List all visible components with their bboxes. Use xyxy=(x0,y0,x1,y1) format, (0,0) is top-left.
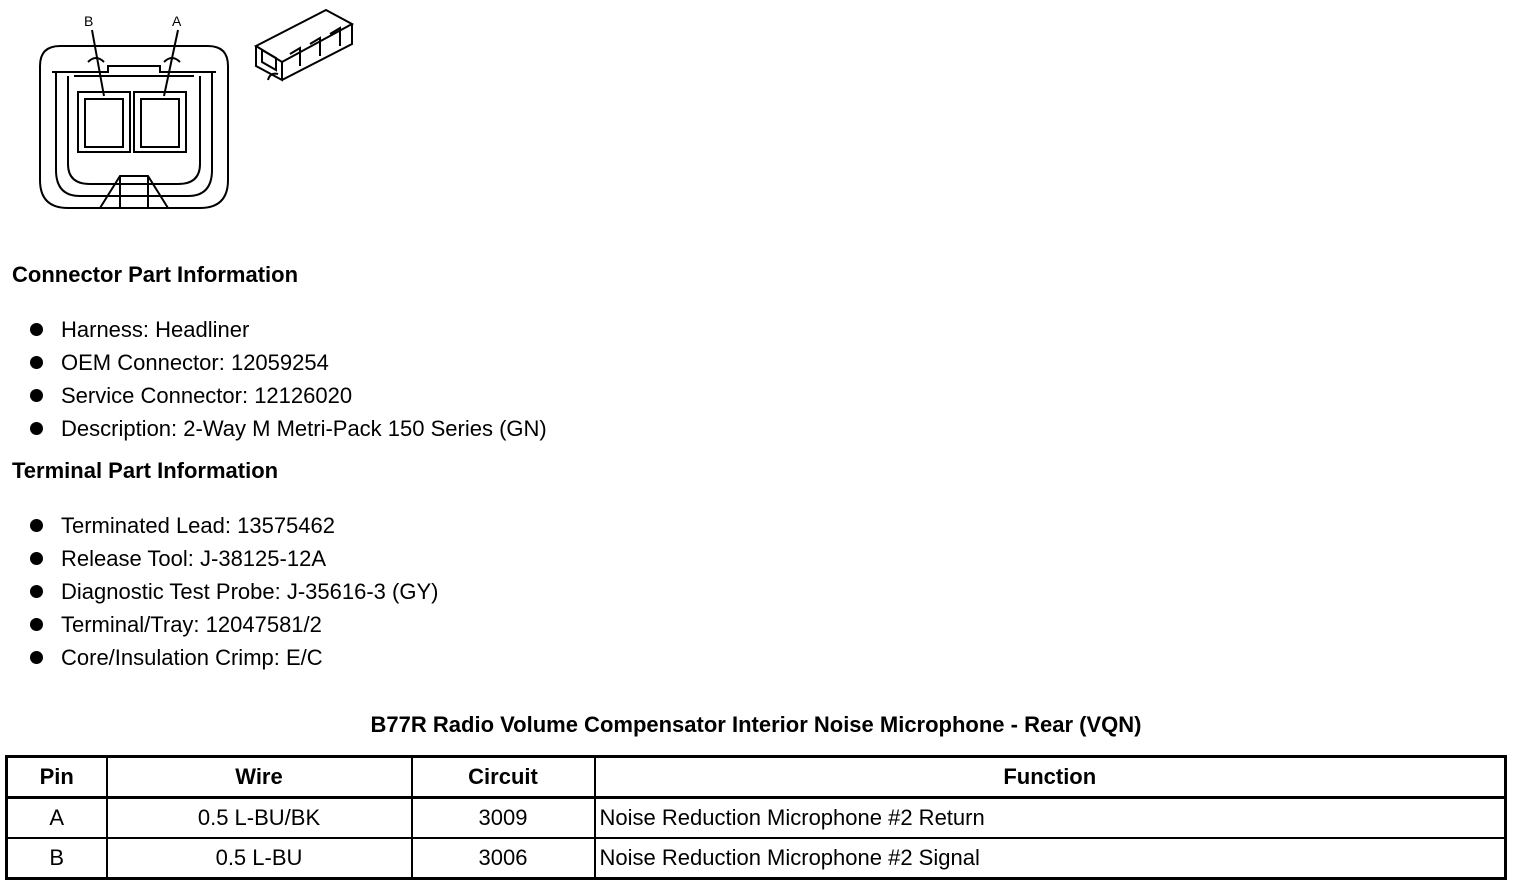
list-item xyxy=(28,346,547,379)
connector-isometric-view xyxy=(256,10,352,80)
pinout-table-title: B77R Radio Volume Compensator Interior Noise Microphone - Rear (VQN) xyxy=(370,712,1142,737)
list-item-text: Release Tool: J-38125-12A xyxy=(61,546,326,571)
list-item-text: Service Connector: 12126020 xyxy=(61,383,353,408)
column-header-wire: Wire xyxy=(107,757,412,798)
list-item-text: Core/Insulation Crimp: E/C xyxy=(61,645,323,670)
bullet-icon xyxy=(30,356,43,369)
cell-function: Noise Reduction Microphone #2 Signal xyxy=(595,838,1506,879)
list-item xyxy=(28,379,547,412)
cell-pin: A xyxy=(7,798,107,839)
terminal-part-info-list xyxy=(28,509,438,674)
cell-wire: 0.5 L-BU/BK xyxy=(107,798,412,839)
bullet-icon xyxy=(30,422,43,435)
list-item-text: Harness: Headliner xyxy=(61,317,250,342)
cell-wire: 0.5 L-BU xyxy=(107,838,412,879)
bullet-icon xyxy=(30,323,43,336)
list-item-text: Description: 2-Way M Metri-Pack 150 Series (GN) xyxy=(61,416,547,441)
bullet-icon xyxy=(30,552,43,565)
pin-label-b: B xyxy=(84,13,94,29)
list-item-text: Terminated Lead: 13575462 xyxy=(61,513,335,538)
list-item xyxy=(28,575,438,608)
cell-circuit: 3006 xyxy=(412,838,595,879)
list-item-text: OEM Connector: 12059254 xyxy=(61,350,329,375)
list-item xyxy=(28,509,438,542)
column-header-circuit: Circuit xyxy=(412,757,595,798)
bullet-icon xyxy=(30,389,43,402)
list-item xyxy=(28,412,547,445)
terminal-part-info-heading: Terminal Part Information xyxy=(12,458,279,483)
list-item-text: Diagnostic Test Probe: J-35616-3 (GY) xyxy=(61,579,439,604)
bullet-icon xyxy=(30,618,43,631)
bullet-icon xyxy=(30,519,43,532)
table-header-row xyxy=(7,757,1506,798)
list-item-text: Terminal/Tray: 12047581/2 xyxy=(61,612,322,637)
connector-diagram xyxy=(0,0,380,225)
pinout-table xyxy=(5,755,1507,880)
bullet-icon xyxy=(30,585,43,598)
list-item xyxy=(28,542,438,575)
connector-part-info-heading: Connector Part Information xyxy=(12,262,299,287)
table-row xyxy=(7,798,1506,839)
bullet-icon xyxy=(30,651,43,664)
list-item xyxy=(28,608,438,641)
cell-function: Noise Reduction Microphone #2 Return xyxy=(595,798,1506,839)
cell-pin: B xyxy=(7,838,107,879)
column-header-function: Function xyxy=(595,757,1506,798)
table-row xyxy=(7,838,1506,879)
list-item xyxy=(28,313,547,346)
connector-part-info-list xyxy=(28,313,547,445)
column-header-pin: Pin xyxy=(7,757,107,798)
cell-circuit: 3009 xyxy=(412,798,595,839)
list-item xyxy=(28,641,438,674)
pin-label-a: A xyxy=(172,13,182,29)
